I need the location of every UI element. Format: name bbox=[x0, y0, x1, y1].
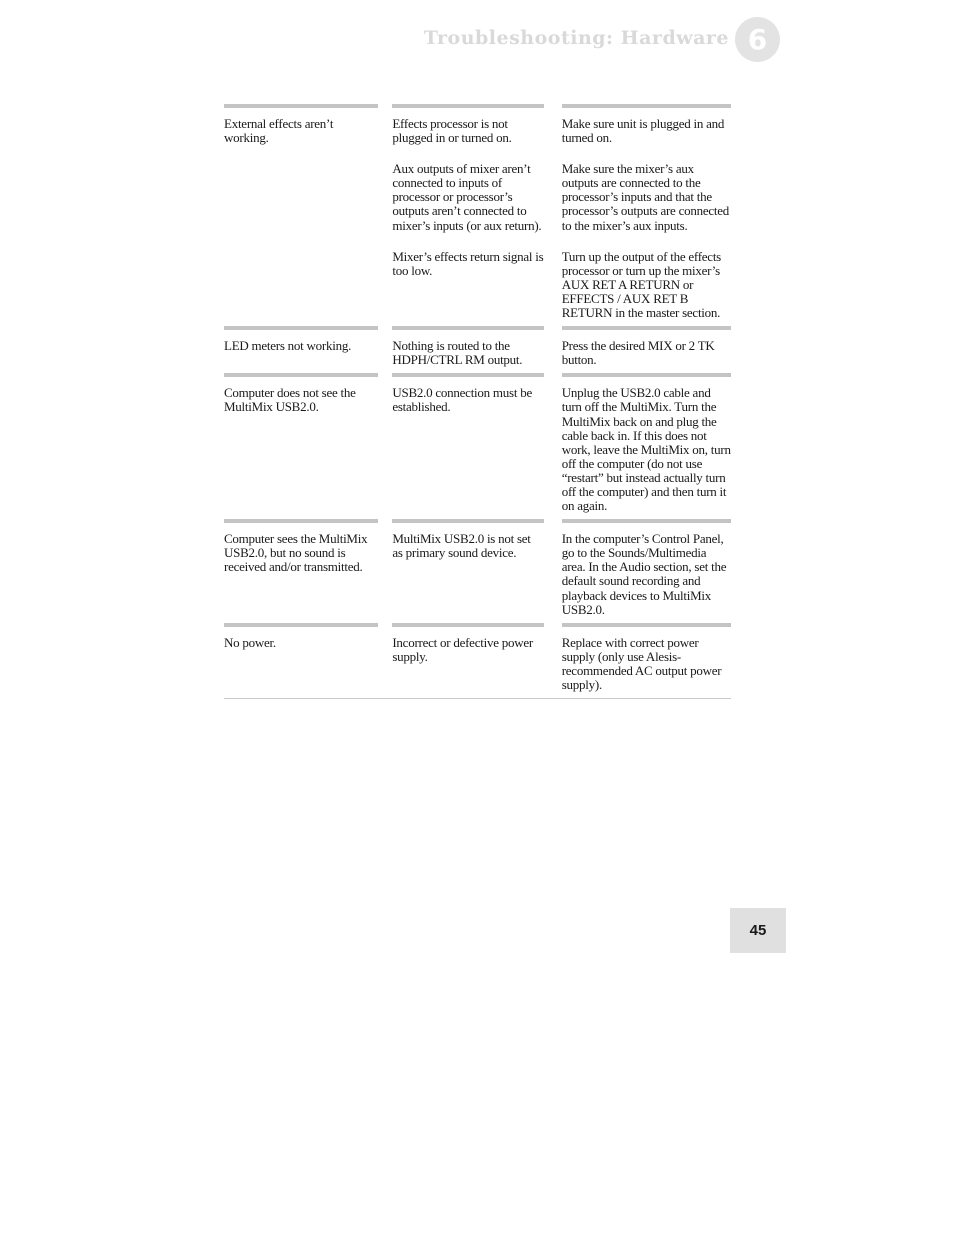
problem-text: Computer does not see the MultiMix USB2.0. bbox=[224, 385, 356, 415]
table-row bbox=[224, 519, 731, 623]
solution-text: Replace with correct power supply (only use Alesis-recommended AC output power supply). bbox=[561, 634, 722, 692]
solution-text: Press the desired MIX or 2 TK button. bbox=[561, 338, 715, 368]
cause-text: Aux outputs of mixer aren’t connected to inputs of processor or processor’s outputs aren’t connected to mixer’s inputs (or aux return). bbox=[392, 161, 542, 233]
problem-text: No power. bbox=[224, 634, 276, 650]
chapter-title: Troubleshooting: Hardware bbox=[423, 27, 729, 49]
problem-cell bbox=[224, 326, 378, 367]
cause-cell bbox=[392, 104, 543, 320]
table-row bbox=[224, 623, 731, 698]
cause-text: MultiMix USB2.0 is not set as primary sound device. bbox=[392, 531, 531, 561]
chapter-number: 6 bbox=[747, 23, 768, 56]
troubleshooting-table bbox=[224, 104, 731, 699]
solution-cell bbox=[562, 519, 731, 617]
cause-cell bbox=[392, 373, 543, 513]
problem-cell bbox=[224, 519, 378, 617]
cause-text: Mixer’s effects return signal is too low. bbox=[392, 248, 544, 278]
page-number-tab bbox=[730, 908, 786, 953]
page-number: 45 bbox=[749, 922, 767, 939]
solution-cell bbox=[562, 623, 731, 692]
solution-text: In the computer’s Control Panel, go to the Sounds/Multimedia area. In the Audio section, set the default sound recording and playback devices to MultiMix USB2.0. bbox=[561, 531, 727, 617]
table-row bbox=[224, 373, 731, 519]
problem-cell bbox=[224, 373, 378, 513]
solution-text: Make sure the mixer’s aux outputs are connected to the processor’s inputs and that the processor’s outputs are connected to the mixer’s aux inputs. bbox=[561, 161, 730, 233]
problem-text: LED meters not working. bbox=[224, 338, 352, 354]
problem-cell bbox=[224, 104, 378, 320]
solution-text: Unplug the USB2.0 cable and turn off the MultiMix. Turn the MultiMix back on and plug the cable back in. If this does not work, leave the MultiMix on, turn off the computer (do not use “restart” but instead actually turn off the computer) and then turn it on again. bbox=[561, 385, 731, 514]
cause-text: USB2.0 connection must be established. bbox=[392, 385, 532, 415]
solution-cell bbox=[562, 104, 731, 320]
table-row bbox=[224, 104, 731, 326]
solution-text: Make sure unit is plugged in and turned on. bbox=[561, 116, 725, 146]
cause-cell bbox=[392, 623, 543, 692]
cause-text: Incorrect or defective power supply. bbox=[392, 634, 533, 664]
solution-cell bbox=[562, 326, 731, 367]
problem-text: External effects aren’t working. bbox=[224, 116, 334, 146]
solution-cell bbox=[562, 373, 731, 513]
cause-text: Nothing is routed to the HDPH/CTRL RM output. bbox=[392, 338, 523, 368]
cause-cell bbox=[392, 519, 543, 617]
cause-cell bbox=[392, 326, 543, 367]
table-row bbox=[224, 326, 731, 373]
solution-text: Turn up the output of the effects processor or turn up the mixer’s AUX RET A RETURN or EFFECTS / AUX RET B RETURN in the master section. bbox=[561, 248, 721, 321]
cause-text: Effects processor is not plugged in or turned on. bbox=[392, 116, 512, 146]
problem-cell bbox=[224, 623, 378, 692]
chapter-badge bbox=[735, 17, 780, 62]
problem-text: Computer sees the MultiMix USB2.0, but no sound is received and/or transmitted. bbox=[224, 531, 368, 575]
